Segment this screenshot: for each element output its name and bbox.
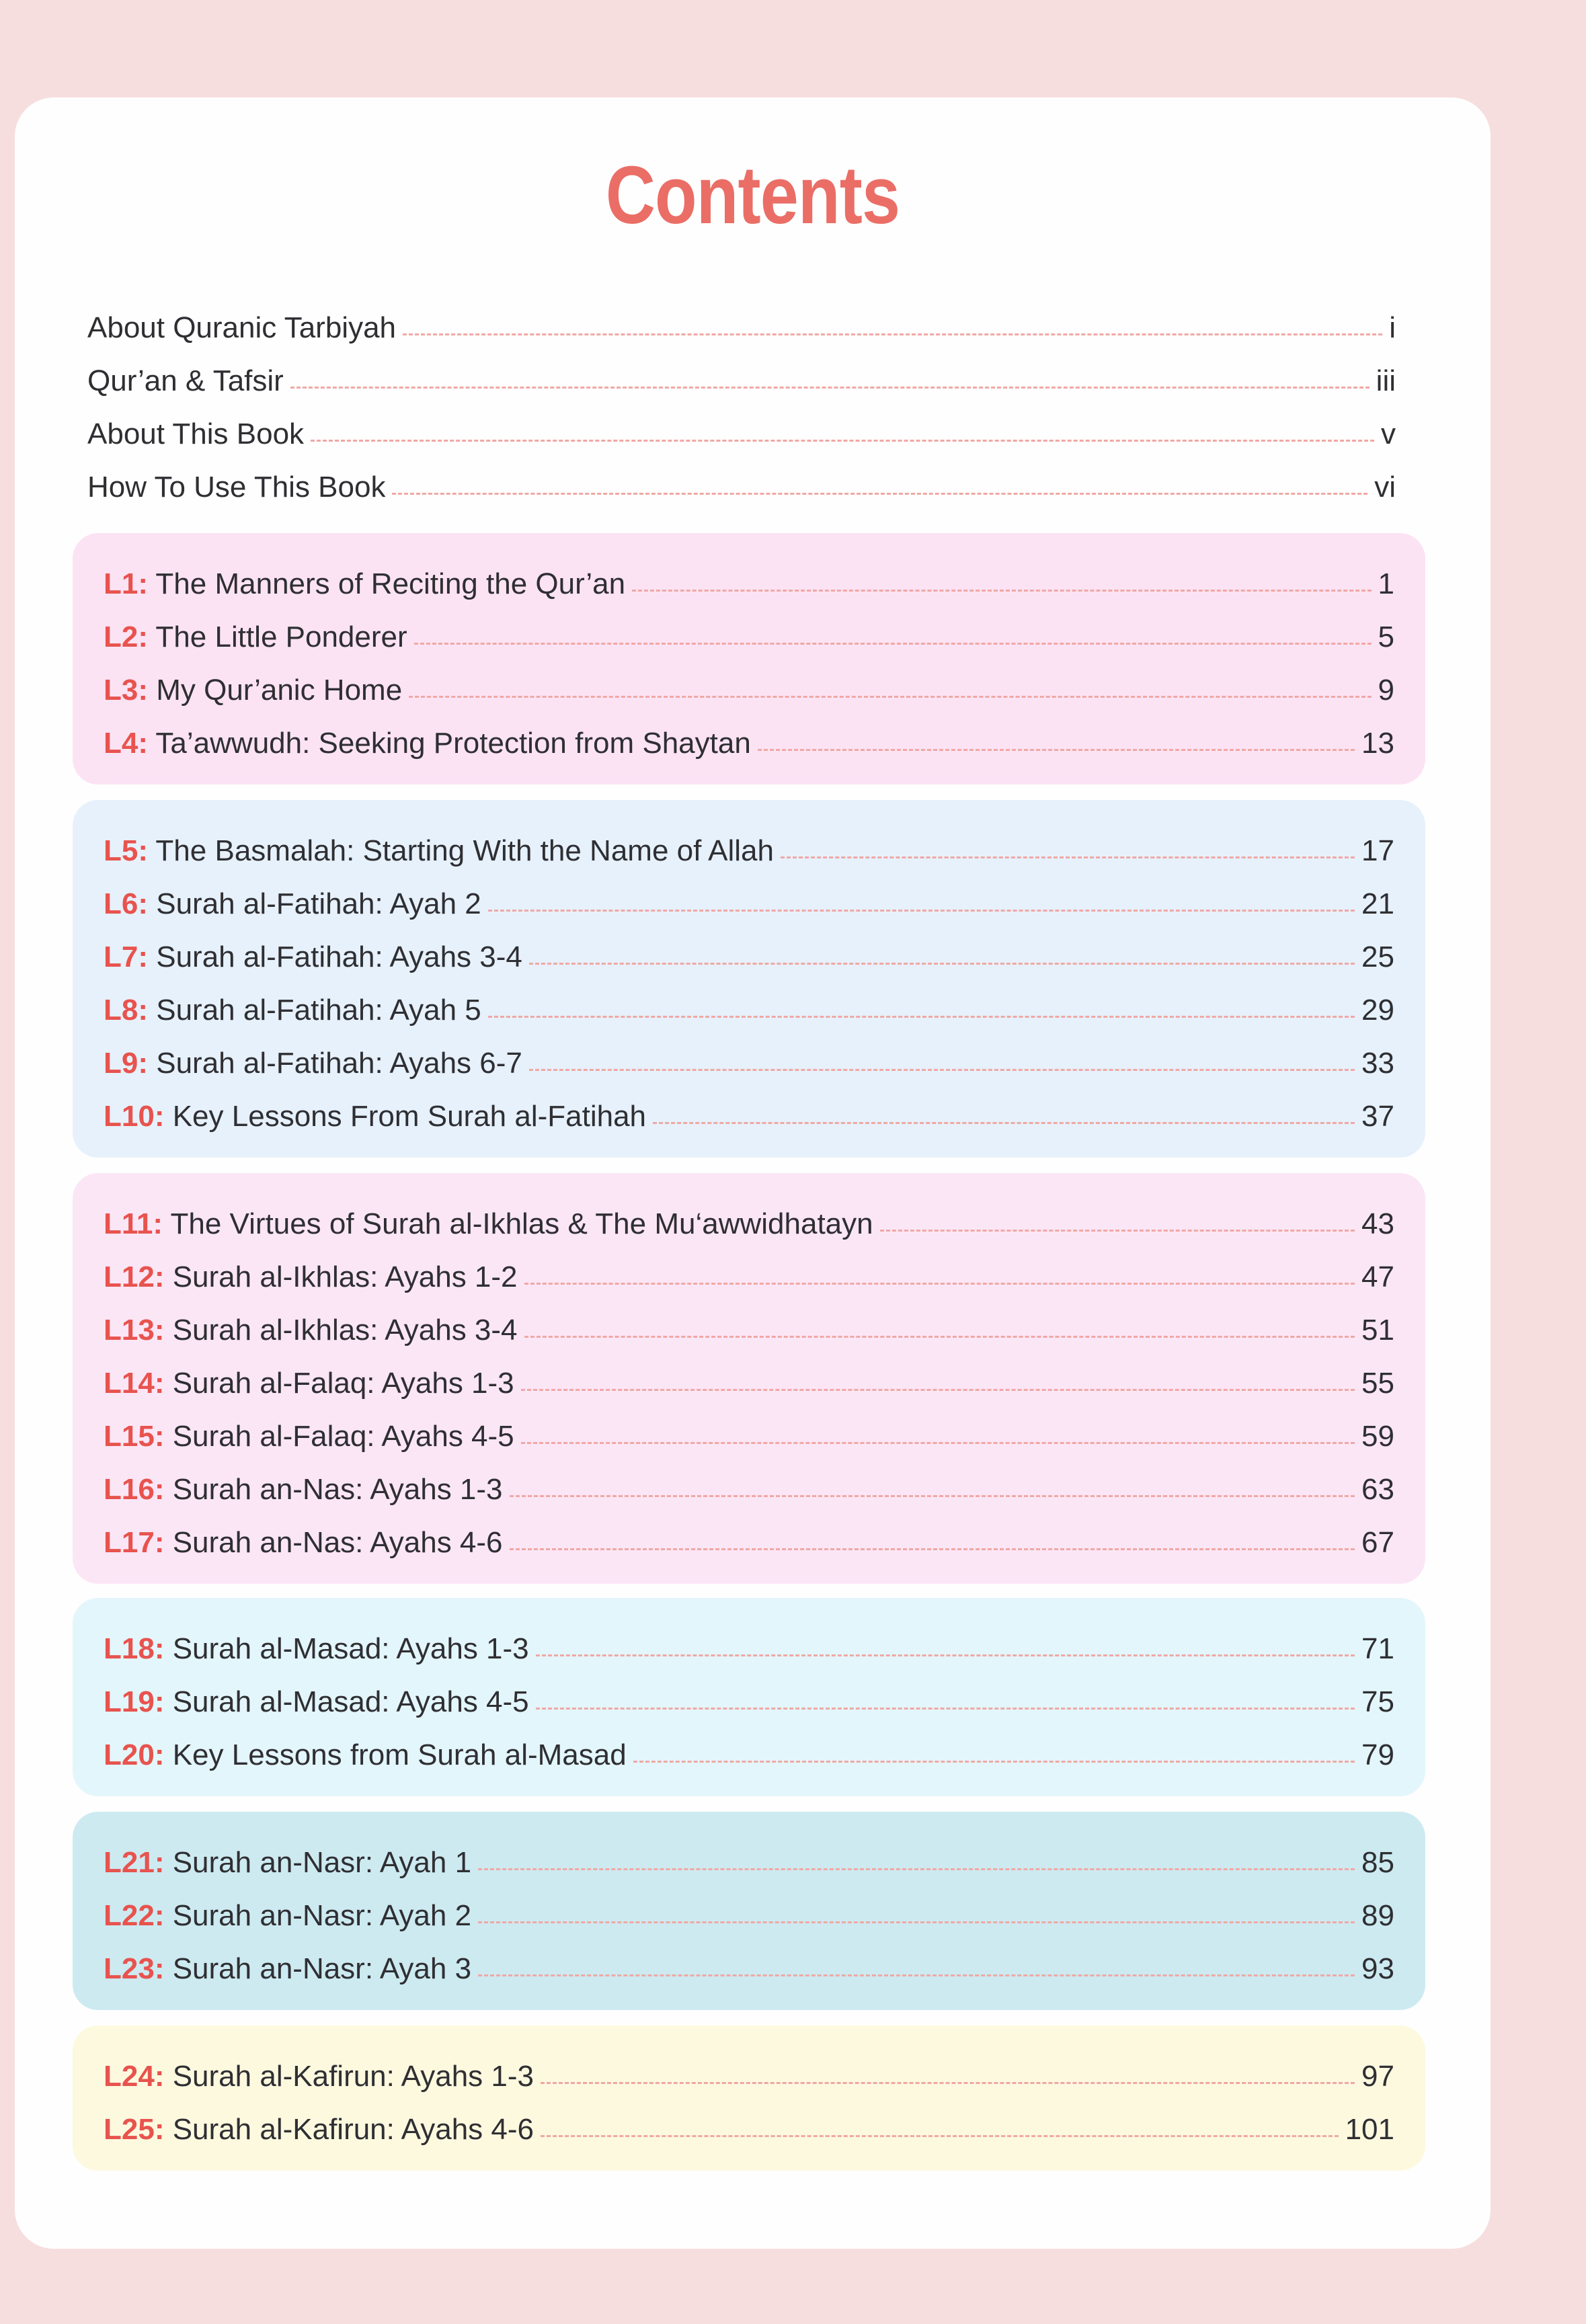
dotted-leader	[521, 1442, 1355, 1444]
page-number: 29	[1361, 994, 1394, 1027]
toc-lesson-entry[interactable]	[104, 921, 1394, 974]
lesson-number: L9:	[104, 1047, 148, 1080]
lesson-title: Surah al-Masad: Ayahs 4-5	[164, 1685, 529, 1718]
entry-title	[104, 1100, 646, 1133]
lesson-number: L2:	[104, 620, 148, 653]
lesson-title: Surah al-Falaq: Ayahs 4-5	[164, 1420, 514, 1453]
dotted-leader	[488, 910, 1355, 912]
lesson-number: L1:	[104, 567, 148, 600]
toc-lesson-entry[interactable]	[104, 654, 1394, 707]
toc-lesson-entry[interactable]	[104, 974, 1394, 1027]
lesson-number: L22:	[104, 1899, 165, 1932]
page-number: 1	[1378, 567, 1394, 600]
entry-title	[104, 994, 481, 1027]
entry-title	[104, 1846, 471, 1880]
lesson-group	[73, 1173, 1425, 1584]
lesson-number: L8:	[104, 994, 148, 1027]
lesson-title: Surah al-Ikhlas: Ayahs 3-4	[164, 1314, 518, 1347]
page-number: iii	[1376, 364, 1396, 397]
page-number: v	[1381, 417, 1396, 450]
toc-lesson-entry[interactable]	[104, 1294, 1394, 1347]
dotted-leader	[880, 1230, 1355, 1232]
dotted-leader	[524, 1283, 1355, 1285]
toc-lesson-entry[interactable]	[104, 707, 1394, 760]
page-number: 37	[1361, 1100, 1394, 1133]
lesson-group	[73, 533, 1425, 785]
page-number: 17	[1361, 834, 1394, 867]
page-number: vi	[1374, 471, 1396, 504]
dotted-leader	[758, 749, 1355, 751]
lesson-number: L24:	[104, 2060, 165, 2093]
entry-title: How To Use This Book	[87, 471, 386, 504]
dotted-leader	[632, 590, 1371, 592]
toc-lesson-entry[interactable]	[104, 1719, 1394, 1772]
entry-title	[104, 620, 407, 654]
toc-lesson-entry[interactable]	[104, 1613, 1394, 1666]
toc-lesson-entry[interactable]	[104, 1880, 1394, 1933]
entry-title	[104, 2113, 534, 2147]
lesson-title: Key Lessons From Surah al-Fatihah	[164, 1100, 647, 1133]
entry-title	[104, 727, 751, 760]
toc-lesson-entry[interactable]	[104, 1027, 1394, 1080]
page-number: 25	[1361, 940, 1394, 973]
lesson-title: Surah an-Nasr: Ayah 3	[164, 1952, 472, 1985]
lesson-title: Surah an-Nas: Ayahs 1-3	[164, 1473, 503, 1506]
lesson-number: L5:	[104, 834, 148, 867]
entry-title	[104, 1367, 514, 1400]
toc-lesson-entry[interactable]	[104, 815, 1394, 868]
entry-title	[104, 1952, 471, 1986]
entry-title	[104, 1207, 873, 1241]
entry-title	[104, 567, 625, 601]
lesson-number: L19:	[104, 1685, 165, 1718]
lesson-title: Surah al-Fatihah: Ayahs 3-4	[148, 940, 522, 973]
lesson-number: L23:	[104, 1952, 165, 1985]
page-number: 47	[1361, 1260, 1394, 1293]
dotted-leader	[529, 1069, 1355, 1071]
dotted-leader	[478, 1974, 1355, 1976]
toc-lesson-entry[interactable]	[104, 601, 1394, 654]
entry-title	[104, 1420, 514, 1453]
toc-lesson-entry[interactable]	[104, 1666, 1394, 1719]
toc-lesson-entry[interactable]	[104, 1400, 1394, 1453]
entry-title	[104, 887, 481, 921]
lesson-title: My Qur’anic Home	[148, 674, 403, 707]
toc-front-entry[interactable]	[87, 398, 1396, 451]
dotted-leader	[478, 1921, 1355, 1923]
dotted-leader	[510, 1495, 1355, 1497]
lesson-number: L21:	[104, 1846, 165, 1879]
dotted-leader	[541, 2082, 1355, 2084]
lesson-number: L10:	[104, 1100, 165, 1133]
dotted-leader	[488, 1016, 1355, 1018]
page-number: 13	[1361, 727, 1394, 760]
page-number: 59	[1361, 1420, 1394, 1453]
toc-lesson-entry[interactable]	[104, 1453, 1394, 1507]
toc-lesson-entry[interactable]	[104, 1080, 1394, 1133]
page-number: 9	[1378, 674, 1394, 707]
front-matter-list	[55, 277, 1427, 506]
dotted-leader	[414, 643, 1372, 645]
toc-front-entry[interactable]	[87, 292, 1396, 345]
lesson-number: L3:	[104, 674, 148, 707]
toc-lesson-entry[interactable]	[104, 548, 1394, 601]
lesson-number: L16:	[104, 1473, 165, 1506]
page-number: 75	[1361, 1685, 1394, 1718]
lesson-title: Surah al-Ikhlas: Ayahs 1-2	[164, 1260, 518, 1293]
page-number: 43	[1361, 1207, 1394, 1240]
entry-title	[104, 2060, 534, 2093]
page-number: 85	[1361, 1846, 1394, 1879]
entry-title	[104, 1473, 503, 1507]
lesson-number: L7:	[104, 940, 148, 973]
dotted-leader	[541, 2135, 1339, 2137]
toc-lesson-entry[interactable]	[104, 1933, 1394, 1986]
dotted-leader	[409, 696, 1371, 698]
dotted-leader	[403, 333, 1382, 335]
toc-lesson-entry[interactable]	[104, 1827, 1394, 1880]
toc-lesson-entry[interactable]	[104, 1347, 1394, 1400]
lesson-number: L13:	[104, 1314, 165, 1347]
page-number: 93	[1361, 1952, 1394, 1985]
toc-lesson-entry[interactable]	[104, 1507, 1394, 1560]
toc-front-entry[interactable]	[87, 451, 1396, 504]
entry-title	[104, 1738, 627, 1772]
entry-title	[104, 674, 402, 707]
toc-lesson-entry[interactable]	[104, 868, 1394, 921]
dotted-leader	[392, 493, 1367, 495]
page-number: i	[1389, 311, 1396, 344]
page-number: 51	[1361, 1314, 1394, 1347]
dotted-leader	[529, 963, 1355, 965]
lesson-title: Surah al-Kafirun: Ayahs 1-3	[164, 2060, 534, 2093]
page-number: 67	[1361, 1526, 1394, 1559]
lesson-group	[73, 1598, 1425, 1796]
dotted-leader	[524, 1336, 1355, 1338]
lesson-title: Surah al-Fatihah: Ayah 5	[148, 994, 481, 1027]
toc-front-entry[interactable]	[87, 345, 1396, 398]
lesson-group	[73, 800, 1425, 1158]
entry-title	[104, 1047, 522, 1080]
toc-lesson-entry[interactable]	[104, 2093, 1394, 2147]
entry-title	[104, 1899, 471, 1933]
page-number: 71	[1361, 1632, 1394, 1665]
dotted-leader	[478, 1868, 1355, 1870]
entry-title	[104, 940, 522, 974]
toc-lesson-entry[interactable]	[104, 1241, 1394, 1294]
lesson-title: The Basmalah: Starting With the Name of Allah	[148, 834, 774, 867]
entry-title: About Quranic Tarbiyah	[87, 311, 397, 344]
lesson-number: L20:	[104, 1738, 165, 1771]
lesson-title: Surah al-Kafirun: Ayahs 4-6	[164, 2113, 534, 2146]
page-number: 33	[1361, 1047, 1394, 1080]
page-number: 79	[1361, 1738, 1394, 1771]
lesson-title: The Virtues of Surah al-Ikhlas & The Mu‘awwidhatayn	[163, 1207, 873, 1240]
dotted-leader	[536, 1654, 1355, 1656]
page-number: 21	[1361, 887, 1394, 920]
lesson-title: Surah al-Fatihah: Ayah 2	[148, 887, 481, 920]
dotted-leader	[510, 1548, 1355, 1550]
page-number: 89	[1361, 1899, 1394, 1932]
lesson-group	[73, 1812, 1425, 2010]
contents-page	[15, 97, 1491, 2249]
lesson-title: Surah al-Masad: Ayahs 1-3	[164, 1632, 529, 1665]
lesson-title: Key Lessons from Surah al-Masad	[164, 1738, 627, 1771]
dotted-leader	[653, 1122, 1355, 1124]
dotted-leader	[290, 387, 1370, 389]
lesson-number: L12:	[104, 1260, 165, 1293]
toc-lesson-entry[interactable]	[104, 2040, 1394, 2093]
lesson-title: The Little Ponderer	[148, 620, 407, 653]
entry-title	[104, 834, 774, 868]
entry-title	[104, 1685, 529, 1719]
page-number: 63	[1361, 1473, 1394, 1506]
entry-title: About This Book	[87, 417, 305, 450]
lesson-number: L6:	[104, 887, 148, 920]
page-number: 97	[1361, 2060, 1394, 2093]
page-title: Contents	[605, 149, 900, 241]
lesson-title: Surah an-Nas: Ayahs 4-6	[164, 1526, 503, 1559]
dotted-leader	[781, 856, 1355, 858]
lesson-title: Surah an-Nasr: Ayah 1	[164, 1846, 472, 1879]
lesson-title: The Manners of Reciting the Qur’an	[148, 567, 626, 600]
lesson-title: Ta’awwudh: Seeking Protection from Shaytan	[148, 727, 751, 760]
dotted-leader	[633, 1761, 1355, 1763]
lesson-group	[73, 2026, 1425, 2171]
lesson-number: L4:	[104, 727, 148, 760]
toc-lesson-entry[interactable]	[104, 1188, 1394, 1241]
lesson-title: Surah an-Nasr: Ayah 2	[164, 1899, 472, 1932]
dotted-leader	[536, 1708, 1355, 1710]
entry-title	[104, 1314, 518, 1347]
page-number: 55	[1361, 1367, 1394, 1400]
entry-title	[104, 1260, 518, 1294]
page-number: 5	[1378, 620, 1394, 653]
entry-title: Qur’an & Tafsir	[87, 364, 284, 397]
lesson-number: L15:	[104, 1420, 165, 1453]
dotted-leader	[521, 1389, 1355, 1391]
entry-title	[104, 1632, 529, 1666]
lesson-number: L25:	[104, 2113, 165, 2146]
lesson-number: L18:	[104, 1632, 165, 1665]
lesson-number: L14:	[104, 1367, 165, 1400]
lesson-title: Surah al-Falaq: Ayahs 1-3	[164, 1367, 514, 1400]
page-number: 101	[1345, 2113, 1394, 2146]
dotted-leader	[311, 440, 1374, 442]
lesson-title: Surah al-Fatihah: Ayahs 6-7	[148, 1047, 522, 1080]
lesson-number: L17:	[104, 1526, 165, 1559]
entry-title	[104, 1526, 503, 1560]
lesson-number: L11:	[104, 1207, 163, 1240]
